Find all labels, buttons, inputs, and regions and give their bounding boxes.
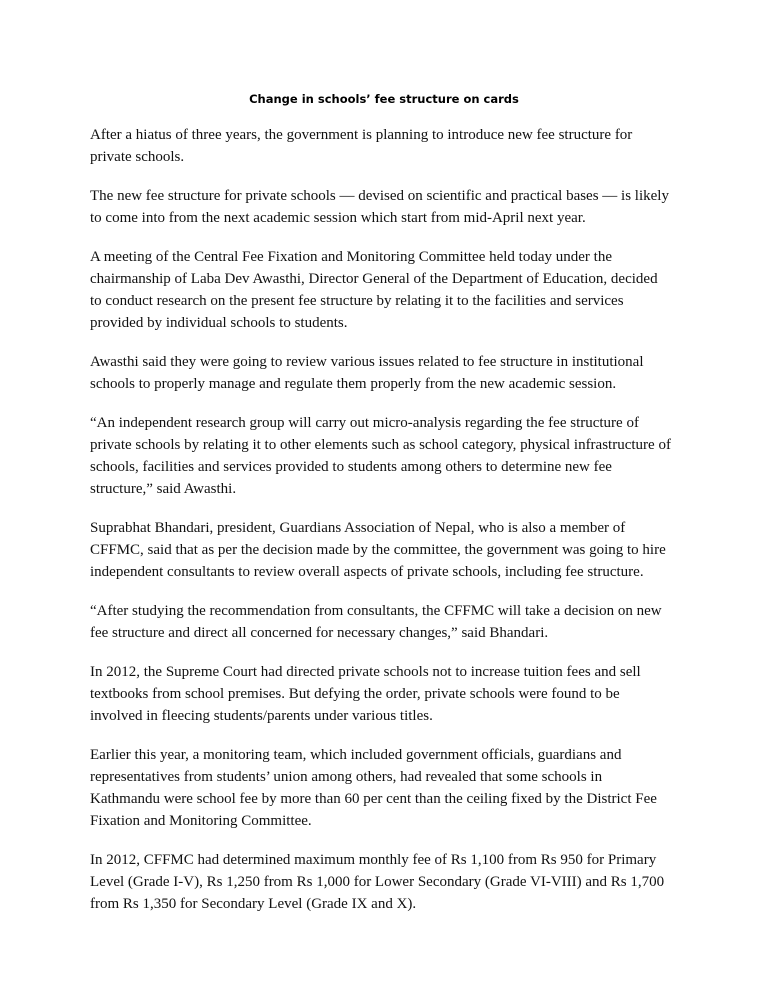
paragraph-line: schools to properly manage and regulate them properly from the new academic session. bbox=[90, 376, 617, 392]
paragraph-line: After a hiatus of three years, the government is planning to introduce new fee structure for bbox=[90, 127, 633, 143]
document-body bbox=[90, 124, 690, 932]
paragraph bbox=[90, 600, 690, 644]
paragraph bbox=[90, 517, 690, 583]
paragraph-line: involved in fleecing students/parents under various titles. bbox=[90, 708, 433, 724]
paragraph-line: Kathmandu were school fee by more than 60 per cent than the ceiling fixed by the District Fee bbox=[90, 791, 657, 807]
paragraph-line: “After studying the recommendation from consultants, the CFFMC will take a decision on new bbox=[90, 603, 662, 619]
paragraph-line: Level (Grade I-V), Rs 1,250 from Rs 1,000 for Lower Secondary (Grade VI-VIII) and Rs 1,700 bbox=[90, 874, 665, 890]
paragraph-line: In 2012, CFFMC had determined maximum monthly fee of Rs 1,100 from Rs 950 for Primary bbox=[90, 852, 657, 868]
paragraph-line: representatives from students’ union among others, had revealed that some schools in bbox=[90, 769, 603, 785]
paragraph-line: The new fee structure for private schools — devised on scientific and practical bases — is likely bbox=[90, 188, 669, 204]
paragraph bbox=[90, 124, 690, 168]
paragraph bbox=[90, 849, 690, 915]
paragraph-line: A meeting of the Central Fee Fixation and Monitoring Committee held today under the bbox=[90, 249, 612, 265]
paragraph-line: private schools. bbox=[90, 149, 185, 165]
paragraph-line: structure,” said Awasthi. bbox=[90, 481, 237, 497]
paragraph-line: “An independent research group will carry out micro-analysis regarding the fee structure of bbox=[90, 415, 639, 431]
paragraph-line: private schools by relating it to other elements such as school category, physical infrastructure of bbox=[90, 437, 671, 453]
paragraph bbox=[90, 744, 690, 832]
paragraph-line: Fixation and Monitoring Committee. bbox=[90, 813, 312, 829]
paragraph-line: provided by individual schools to students. bbox=[90, 315, 348, 331]
paragraph bbox=[90, 246, 690, 334]
paragraph-line: from Rs 1,350 for Secondary Level (Grade IX and X). bbox=[90, 896, 417, 912]
paragraph-line: textbooks from school premises. But defying the order, private schools were found to be bbox=[90, 686, 620, 702]
paragraph-line: CFFMC, said that as per the decision made by the committee, the government was going to hire bbox=[90, 542, 666, 558]
paragraph-line: to come into from the next academic session which start from mid-April next year. bbox=[90, 210, 586, 226]
paragraph-line: fee structure and direct all concerned for necessary changes,” said Bhandari. bbox=[90, 625, 549, 641]
paragraph-line: Awasthi said they were going to review various issues related to fee structure in institutional bbox=[90, 354, 644, 370]
paragraph bbox=[90, 351, 690, 395]
paragraph-line: schools, facilities and services provided to students among others to determine new fee bbox=[90, 459, 612, 475]
document-title: Change in schools’ fee structure on cards bbox=[249, 92, 519, 106]
paragraph bbox=[90, 185, 690, 229]
paragraph-line: Suprabhat Bhandari, president, Guardians Association of Nepal, who is also a member of bbox=[90, 520, 626, 536]
paragraph bbox=[90, 412, 690, 500]
paragraph-line: Earlier this year, a monitoring team, which included government officials, guardians and bbox=[90, 747, 622, 763]
paragraph-line: independent consultants to review overall aspects of private schools, including fee structure. bbox=[90, 564, 644, 580]
paragraph-line: In 2012, the Supreme Court had directed private schools not to increase tuition fees and sell bbox=[90, 664, 641, 680]
paragraph-line: to conduct research on the present fee structure by relating it to the facilities and services bbox=[90, 293, 624, 309]
paragraph-line: chairmanship of Laba Dev Awasthi, Director General of the Department of Education, decided bbox=[90, 271, 658, 287]
paragraph bbox=[90, 661, 690, 727]
